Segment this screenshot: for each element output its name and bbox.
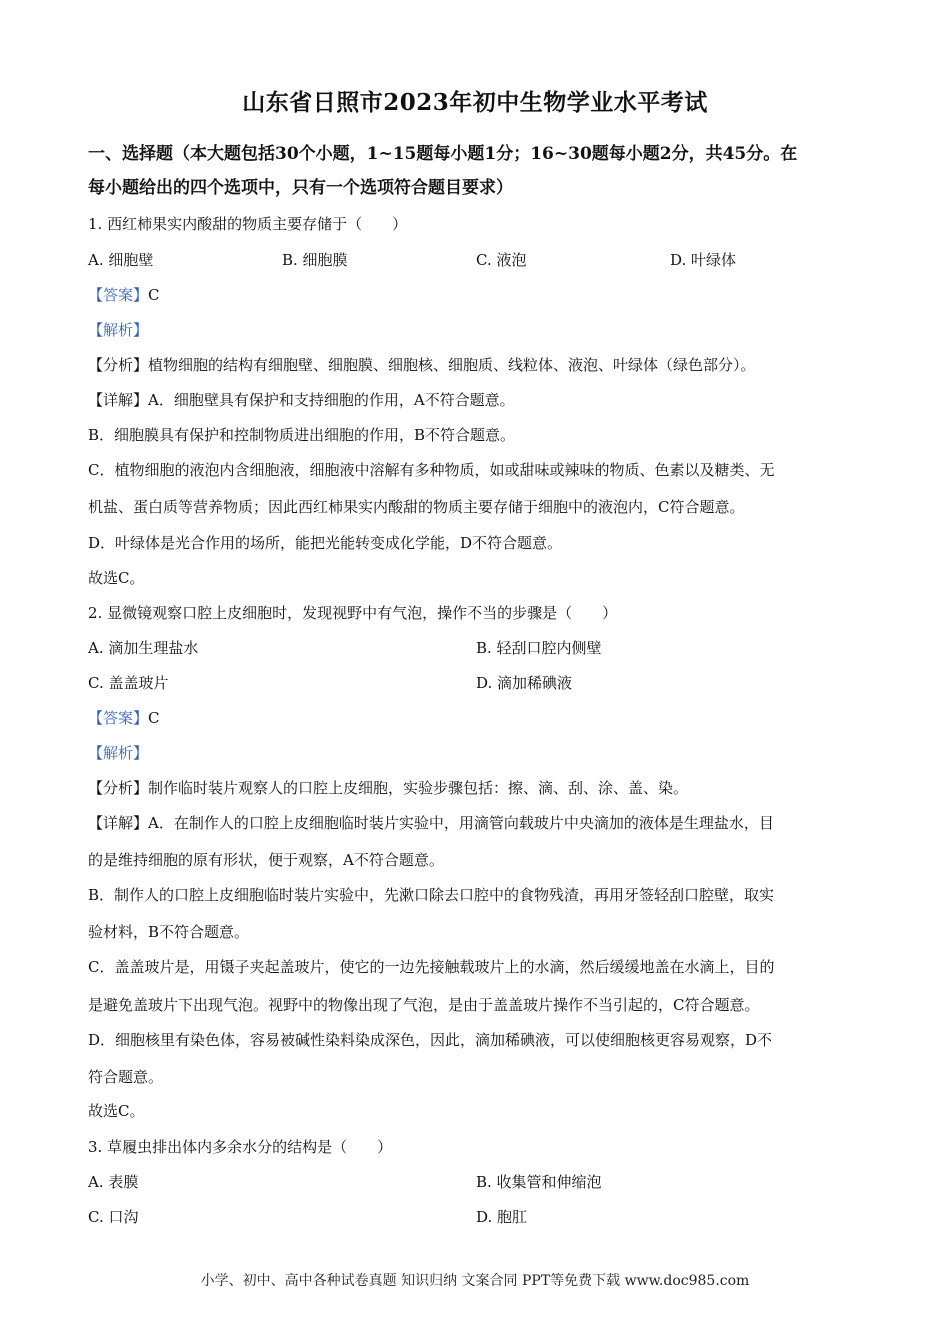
fenxi-text: 制作临时装片观察人的口腔上皮细胞，实验步骤包括：擦、滴、刮、涂、盖、染。 [148,779,689,797]
question-2-detail-d1: D．细胞核里有染色体，容易被碱性染料染成深色，因此，滴加稀碘液，可以使细胞核更容易观察，D不 [88,1031,773,1049]
page-title: 山东省日照市2023年初中生物学业水平考试 [242,89,708,116]
xiangjie-tag: 【详解】 [88,391,149,409]
fenxi-text: 植物细胞的结构有细胞壁、细胞膜、细胞核、细胞质、线粒体、液泡、叶绿体（绿色部分）。 [148,356,756,374]
section-heading-line1: 一、选择题（本大题包括30个小题，1~15题每小题1分；16~30题每小题2分，共45分。在 [88,144,798,164]
question-3-option-d: D. 胞肛 [476,1208,528,1226]
answer-tag: 【答案】 [88,286,149,304]
xiangjie-text: A．在制作人的口腔上皮细胞临时装片实验中，用滴管向载玻片中央滴加的液体是生理盐水，目 [148,814,774,832]
question-1-xiangjie [88,390,868,410]
question-2-detail-b2: 验材料，B不符合题意。 [88,923,250,941]
question-1-option-c: C. 液泡 [476,251,527,269]
question-1-jiexi-tag: 【解析】 [88,321,149,339]
question-2-detail-c1: C．盖盖玻片是，用镊子夹起盖玻片，使它的一边先接触载玻片上的水滴，然后缓缓地盖在水滴上，目的 [88,958,775,976]
question-2-answer [88,708,868,728]
question-2-detail-b1: B．制作人的口腔上皮细胞临时装片实验中，先漱口除去口腔中的食物残渣，再用牙签轻刮口腔壁，取实 [88,886,775,904]
question-2-xiangjie [88,813,868,833]
fenxi-tag: 【分析】 [88,356,149,374]
section-heading-line2: 每小题给出的四个选项中，只有一个选项符合题目要求） [88,178,513,198]
question-1-fenxi [88,355,868,375]
question-2-jiexi-tag: 【解析】 [88,744,149,762]
question-1-detail-b: B．细胞膜具有保护和控制物质进出细胞的作用，B不符合题意。 [88,426,516,444]
question-1-detail-d: D．叶绿体是光合作用的场所，能把光能转变成化学能，D不符合题意。 [88,534,563,552]
question-2-option-a: A. 滴加生理盐水 [88,639,199,657]
question-3-stem: 3. 草履虫排出体内多余水分的结构是（ ） [88,1138,393,1156]
question-1-stem: 1. 西红柿果实内酸甜的物质主要存储于（ ） [88,215,408,233]
question-1-detail-c2: 机盐、蛋白质等营养物质；因此西红柿果实内酸甜的物质主要存储于细胞中的液泡内，C符合题意。 [88,498,745,516]
question-3-option-b: B. 收集管和伸缩泡 [476,1173,602,1191]
answer-tag: 【答案】 [88,709,149,727]
answer-value: C [148,709,160,727]
question-2-option-c: C. 盖盖玻片 [88,674,169,692]
question-2-option-d: D. 滴加稀碘液 [476,674,573,692]
question-2-detail-a2: 的是维持细胞的原有形状，便于观察，A不符合题意。 [88,851,444,869]
question-2-detail-c2: 是避免盖玻片下出现气泡。视野中的物像出现了气泡，是由于盖盖玻片操作不当引起的，C符合题意。 [88,996,760,1014]
question-3-option-c: C. 口沟 [88,1208,139,1226]
answer-value: C [148,286,160,304]
question-2-conclusion: 故选C。 [88,1102,145,1120]
question-1-detail-c1: C．植物细胞的液泡内含细胞液，细胞液中溶解有多种物质，如或甜味或辣味的物质、色素以及糖类、无 [88,461,775,479]
question-2-stem: 2. 显微镜观察口腔上皮细胞时，发现视野中有气泡，操作不当的步骤是（ ） [88,604,618,622]
xiangjie-tag: 【详解】 [88,814,149,832]
question-1-option-d: D. 叶绿体 [670,251,737,269]
question-1-answer [88,285,868,305]
question-1-option-a: A. 细胞壁 [88,251,154,269]
question-1-option-b: B. 细胞膜 [282,251,348,269]
fenxi-tag: 【分析】 [88,779,149,797]
question-3-option-a: A. 表膜 [88,1173,139,1191]
question-2-fenxi [88,778,868,798]
question-1-conclusion: 故选C。 [88,569,145,587]
page-footer: 小学、初中、高中各种试卷真题 知识归纳 文案合同 PPT等免费下载 www.doc985.com [200,1273,750,1289]
question-2-option-b: B. 轻刮口腔内侧壁 [476,639,602,657]
question-2-detail-d2: 符合题意。 [88,1068,164,1086]
xiangjie-text: A．细胞壁具有保护和支持细胞的作用，A不符合题意。 [148,391,515,409]
